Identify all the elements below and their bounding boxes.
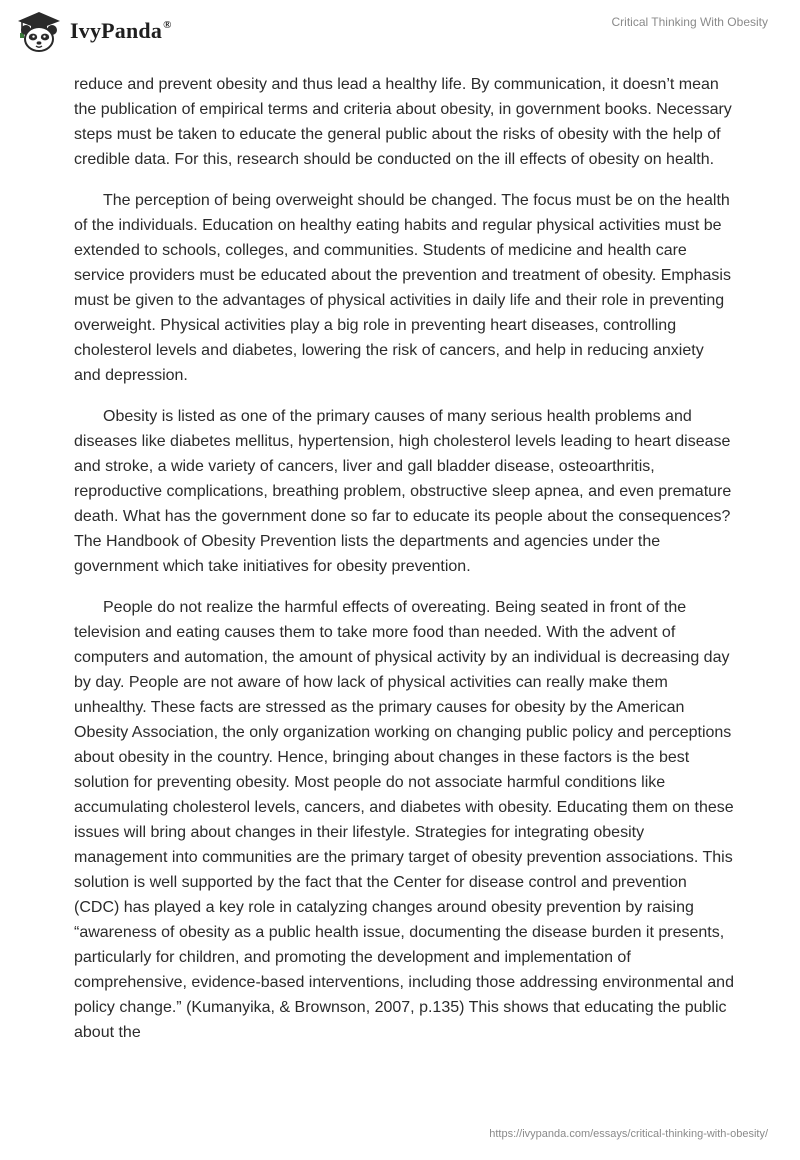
source-url[interactable]: https://ivypanda.com/essays/critical-thinking-with-obesity/ — [489, 1128, 768, 1140]
paragraph: The perception of being overweight should be changed. The focus must be on the health of the individuals. Education on healthy eating habits and regular physical activities must be extended to schools, colleges, and communities. Students of medicine and health care service providers must be educated about the prevention and treatment of obesity. Emphasis must be given to the advantages of physical activities in daily life and their role in preventing overweight. Physical activities play a big role in preventing heart diseases, controlling cholesterol levels and diabetes, lowering the risk of cancers, and help in reducing anxiety and depression. — [74, 192, 731, 384]
page-header — [0, 0, 800, 64]
paragraph: reduce and prevent obesity and thus lead a healthy life. By communication, it doesn’t mean the publication of empirical terms and criteria about obesity, in government books. Necessary steps must be taken to educate the general public about the risks of obesity with the help of credible data. For this, research should be conducted on the ill effects of obesity on health. — [74, 76, 732, 168]
essay-body — [74, 72, 734, 1061]
brand-name: IvyPanda® — [70, 18, 172, 43]
paragraph: Obesity is listed as one of the primary causes of many serious health problems and diseases like diabetes mellitus, hypertension, high cholesterol levels leading to heart disease and stroke, a wide variety of cancers, liver and gall bladder disease, osteoarthritis, reproductive complications, breathing problem, obstructive sleep apnea, and even premature death. What has the government done so far to educate its people about the consequences? The Handbook of Obesity Prevention lists the departments and agencies under the government which take initiatives for obesity prevention. — [74, 408, 732, 575]
paragraph: People do not realize the harmful effects of overeating. Being seated in front of the television and eating causes them to take more food than needed. With the advent of computers and automation, the amount of physical activity by an individual is decreasing day by day. People are not aware of how lack of physical activities can really make them unhealthy. These facts are stressed as the primary causes for obesity by the American Obesity Association, the only organization working on changing public policy and perceptions about obesity in the country. Hence, bringing about changes in these factors is the best solution for preventing obesity. Most people do not associate harmful conditions like accumulating cholesterol levels, cancers, and diabetes with obesity. Educating them on these issues will bring about changes in their lifestyle. Strategies for integrating obesity management into communities are the primary target of obesity prevention associations. This solution is well supported by the fact that the Center for disease control and prevention (CDC) has played a key role in catalyzing changes around obesity prevention by raising “awareness of obesity as a public health issue, documenting the disease burden it presents, particularly for children, and promoting the development and implementation of comprehensive, evidence-based interventions, including those addressing environmental and policy change.” (Kumanyika, & Brownson, 2007, p.135) This shows that educating the public about the — [74, 599, 734, 1041]
document-title: Critical Thinking With Obesity — [611, 15, 768, 29]
logo[interactable] — [14, 8, 172, 54]
panda-graduate-icon — [14, 8, 64, 54]
